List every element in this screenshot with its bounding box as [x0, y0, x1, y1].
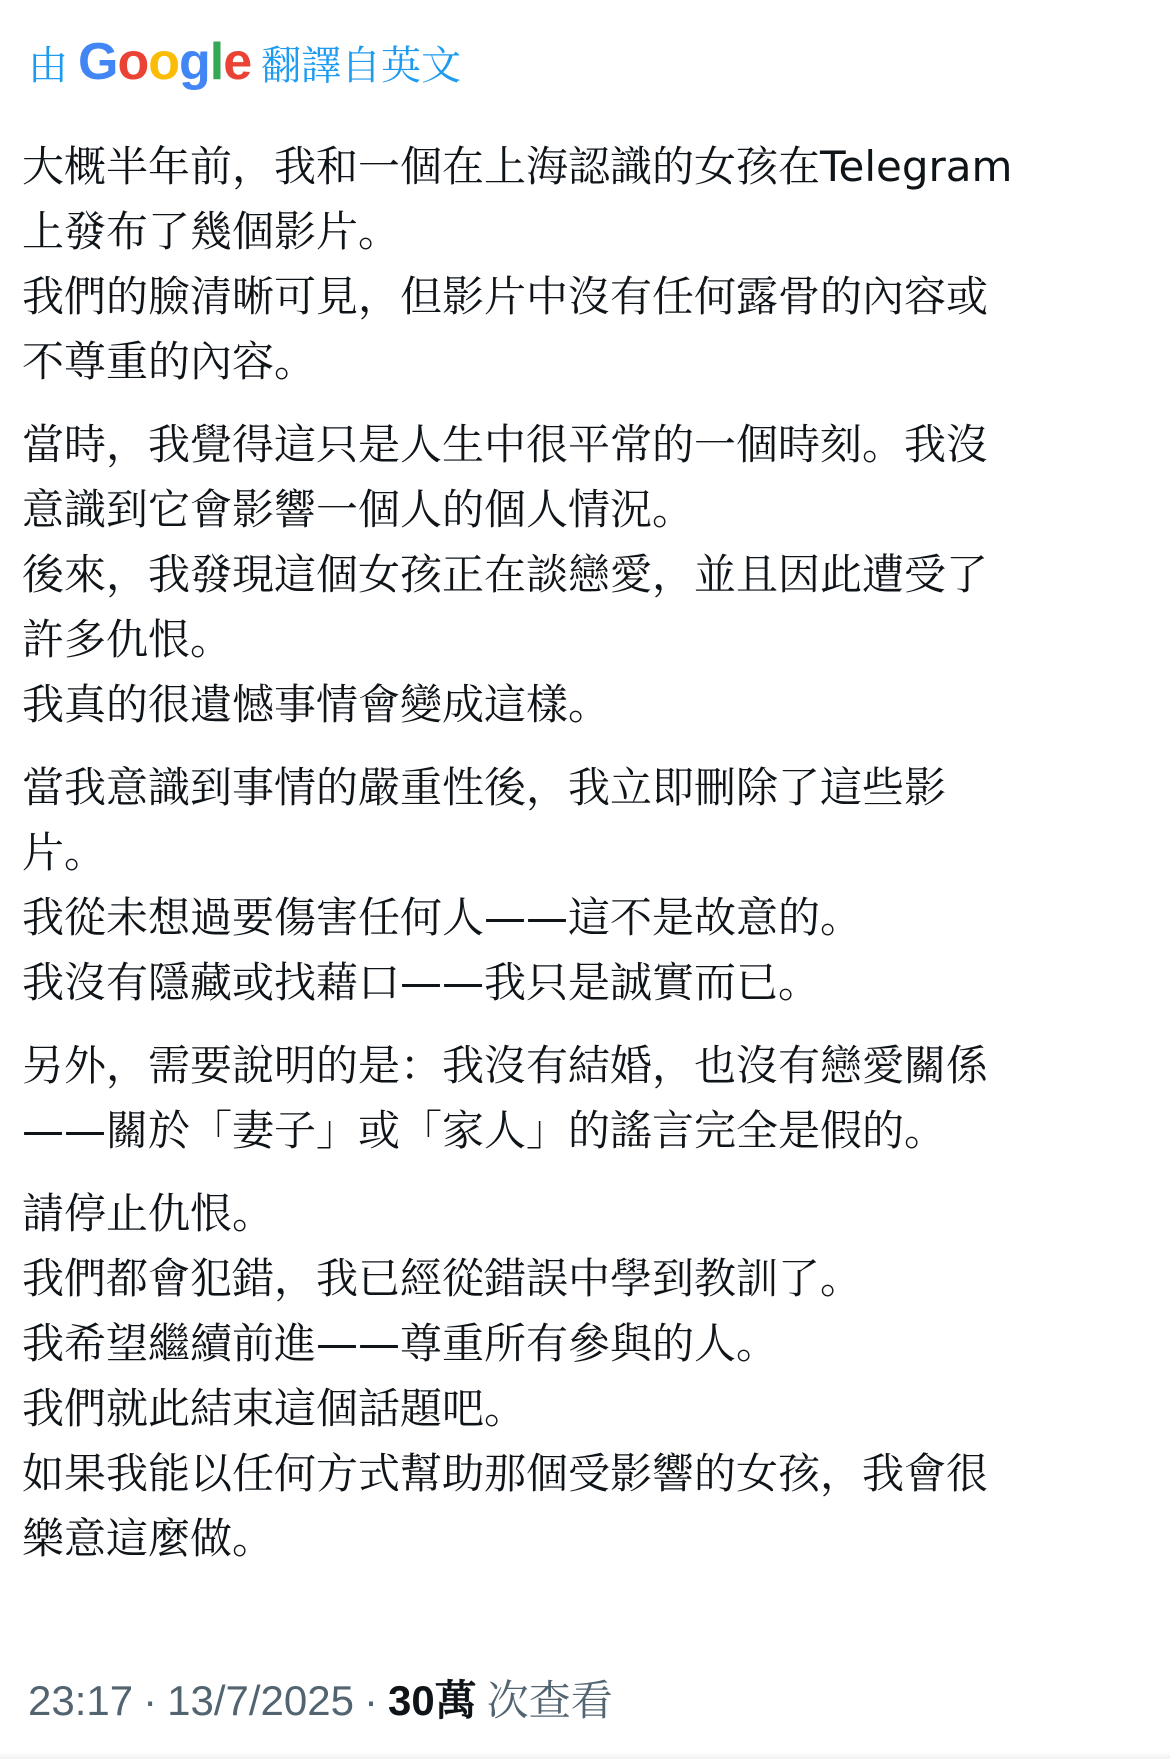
tweet-line: 請停止仇恨。	[22, 1189, 275, 1238]
tweet-line: 我希望繼續前進——尊重所有參與的人。	[22, 1319, 779, 1368]
tweet-paragraph	[22, 134, 1152, 394]
views-label: 次查看	[486, 1676, 613, 1725]
tweet-time[interactable]: 23:17	[28, 1677, 134, 1724]
tweet-line: 許多仇恨。	[22, 615, 233, 664]
tweet-line: 上發布了幾個影片。	[22, 207, 401, 256]
google-letter: G	[78, 33, 118, 91]
tweet-line: 當我意識到事情的嚴重性後，我立即刪除了這些影	[22, 763, 947, 812]
tweet-line: 我們都會犯錯，我已經從錯誤中學到教訓了。	[22, 1254, 863, 1303]
tweet-paragraph	[22, 412, 1152, 737]
google-letter: o	[148, 33, 179, 91]
tweet-line: ——關於「妻子」或「家人」的謠言完全是假的。	[22, 1106, 947, 1155]
bottom-divider	[0, 1751, 1170, 1759]
tweet-line: 大概半年前，我和一個在上海認識的女孩在Telegram	[22, 142, 1013, 191]
translated-by-google-link[interactable]	[28, 32, 461, 92]
google-letter: e	[223, 33, 252, 91]
tweet-line: 我從未想過要傷害任何人——這不是故意的。	[22, 893, 863, 942]
tweet-line: 片。	[22, 828, 107, 877]
tweet-line: 我沒有隱藏或找藉口——我只是誠實而已。	[22, 958, 821, 1007]
tweet-line: 我們就此結束這個話題吧。	[22, 1384, 527, 1433]
translate-prefix: 由	[28, 42, 68, 89]
tweet-line: 樂意這麼做。	[22, 1514, 275, 1563]
tweet-paragraph	[22, 1181, 1152, 1571]
tweet-date[interactable]: 13/7/2025	[167, 1677, 354, 1724]
tweet-line: 當時，我覺得這只是人生中很平常的一個時刻。我沒	[22, 420, 989, 469]
translate-suffix: 翻譯自英文	[261, 42, 462, 89]
meta-separator: ·	[363, 1677, 378, 1724]
google-logo	[78, 33, 252, 91]
tweet-line: 我們的臉清晰可見，但影片中沒有任何露骨的內容或	[22, 272, 989, 321]
tweet-text	[22, 134, 1152, 1589]
tweet-line: 另外，需要說明的是：我沒有結婚，也沒有戀愛關係	[22, 1041, 989, 1090]
tweet-paragraph	[22, 755, 1152, 1015]
tweet-line: 不尊重的內容。	[22, 337, 317, 386]
google-letter: o	[117, 33, 149, 91]
views-count[interactable]: 30萬	[387, 1677, 477, 1724]
tweet-line: 意識到它會影響一個人的個人情況。	[22, 485, 695, 534]
tweet-paragraph	[22, 1033, 1152, 1163]
meta-separator: ·	[143, 1677, 158, 1724]
tweet-line: 後來，我發現這個女孩正在談戀愛，並且因此遭受了	[22, 550, 989, 599]
google-letter: g	[178, 33, 210, 91]
tweet-line: 我真的很遺憾事情會變成這樣。	[22, 680, 611, 729]
google-letter: l	[209, 33, 224, 91]
tweet-metadata	[28, 1668, 613, 1728]
tweet-line: 如果我能以任何方式幫助那個受影響的女孩，我會很	[22, 1449, 989, 1498]
